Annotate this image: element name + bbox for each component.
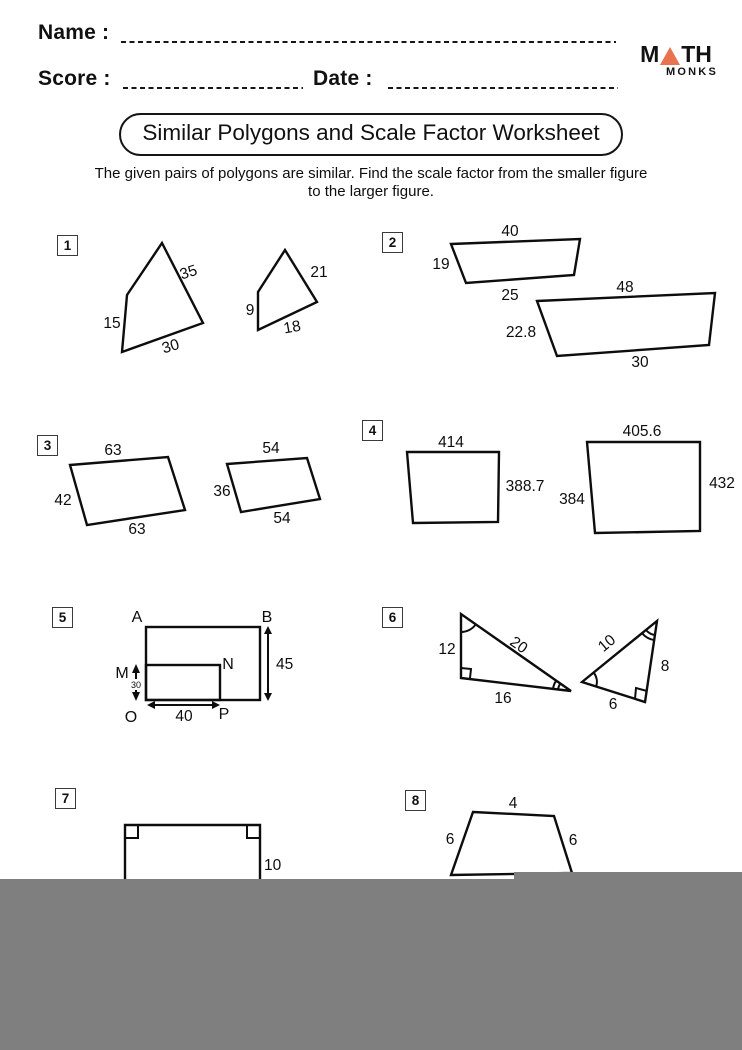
trapezoid-outline — [451, 812, 572, 875]
quadrilateral-small-outline — [258, 250, 317, 330]
right-angle-mark — [247, 825, 260, 838]
side-label: 30 — [130, 680, 142, 690]
problem-8-number: 8 — [405, 790, 426, 811]
vertex-label: M — [115, 665, 129, 682]
side-label: 40 — [175, 708, 193, 725]
rectangle-small-outline — [407, 452, 499, 523]
trapezoid-large-outline — [537, 293, 715, 356]
problem-8-figure — [446, 795, 578, 875]
vertex-label: B — [261, 609, 273, 626]
side-label: 4 — [508, 795, 518, 812]
problem-5-figure — [115, 609, 293, 726]
rectangle-outer-outline — [146, 627, 260, 700]
problem-6-figure — [438, 614, 669, 713]
side-label: 20 — [506, 633, 531, 658]
problem-7-figure — [125, 825, 282, 881]
side-label: 54 — [273, 510, 291, 527]
side-label: 15 — [103, 315, 121, 332]
side-label: 9 — [245, 302, 255, 319]
side-label: 54 — [262, 440, 280, 457]
rectangle-large-outline — [587, 442, 700, 533]
problem-4-number: 4 — [362, 420, 383, 441]
angle-arc — [461, 624, 476, 632]
side-label: 22.8 — [505, 324, 537, 341]
side-label: 18 — [282, 317, 303, 338]
side-label: 35 — [177, 261, 200, 284]
problem-2-figure — [432, 223, 715, 371]
arrow-down-icon — [132, 692, 140, 701]
side-label: 6 — [608, 696, 618, 713]
right-angle-mark — [125, 825, 138, 838]
side-label: 21 — [310, 264, 328, 281]
arrow-up-icon — [132, 664, 140, 673]
problem-2-number: 2 — [382, 232, 403, 253]
rectangle-inner-outline — [146, 665, 220, 700]
side-label: 432 — [709, 475, 735, 492]
side-label: 12 — [438, 641, 456, 658]
quadrilateral-large-outline — [122, 243, 203, 352]
side-label: 6 — [568, 832, 578, 849]
right-angle-mark — [461, 668, 471, 678]
instructions-line-1: The given pairs of polygons are similar. Find the scale factor from the smaller figure — [94, 165, 648, 182]
side-label: 30 — [159, 336, 182, 358]
logo-th: TH — [681, 41, 712, 67]
angle-arc — [646, 630, 655, 635]
problem-6-number: 6 — [382, 607, 403, 628]
side-label: 45 — [276, 656, 294, 673]
problem-1-number: 1 — [57, 235, 78, 256]
instructions-line-2: to the larger figure. — [308, 183, 434, 200]
problem-3-number: 3 — [37, 435, 58, 456]
vertex-label: P — [218, 706, 230, 723]
side-label: 40 — [501, 223, 519, 240]
side-label: 63 — [128, 521, 146, 538]
name-label: Name : — [38, 21, 110, 44]
gray-overlay-bottom — [0, 879, 742, 1050]
side-label: 48 — [616, 279, 634, 296]
vertex-label: O — [124, 709, 138, 726]
problem-5-number: 5 — [52, 607, 73, 628]
side-label: 63 — [104, 442, 122, 459]
arrow-up-icon — [264, 626, 272, 634]
side-label: 384 — [559, 491, 585, 508]
side-label: 19 — [432, 256, 450, 273]
page-title: Similar Polygons and Scale Factor Worksheet — [119, 113, 622, 156]
trapezoid-small-outline — [451, 239, 580, 283]
side-label: 6 — [445, 831, 455, 848]
side-label: 30 — [631, 354, 649, 371]
side-label: 414 — [438, 434, 464, 451]
problem-7-number: 7 — [55, 788, 76, 809]
logo-m: M — [640, 41, 660, 67]
side-label: 16 — [494, 690, 512, 707]
arrow-left-icon — [147, 701, 155, 709]
side-label: 36 — [213, 483, 231, 500]
problem-4-figure — [407, 423, 735, 533]
side-label: 405.6 — [622, 423, 662, 440]
logo-monks: MONKS — [666, 65, 718, 78]
problem-3-figure — [54, 440, 320, 538]
vertex-label: A — [131, 609, 143, 626]
side-label: 10 — [264, 857, 282, 874]
side-label: 10 — [595, 631, 620, 656]
arrow-down-icon — [264, 693, 272, 701]
parallelogram-small-outline — [227, 458, 320, 512]
parallelogram-large-outline — [70, 457, 185, 525]
vertex-label: N — [222, 656, 234, 673]
side-label: 8 — [660, 658, 670, 675]
problem-1-figure — [103, 243, 327, 357]
angle-arc — [553, 681, 556, 689]
rectangle-outline — [125, 825, 260, 881]
score-label: Score : — [38, 67, 111, 90]
date-label: Date : — [313, 67, 373, 90]
side-label: 25 — [501, 287, 519, 304]
side-label: 42 — [54, 492, 72, 509]
side-label: 388.7 — [505, 478, 545, 495]
